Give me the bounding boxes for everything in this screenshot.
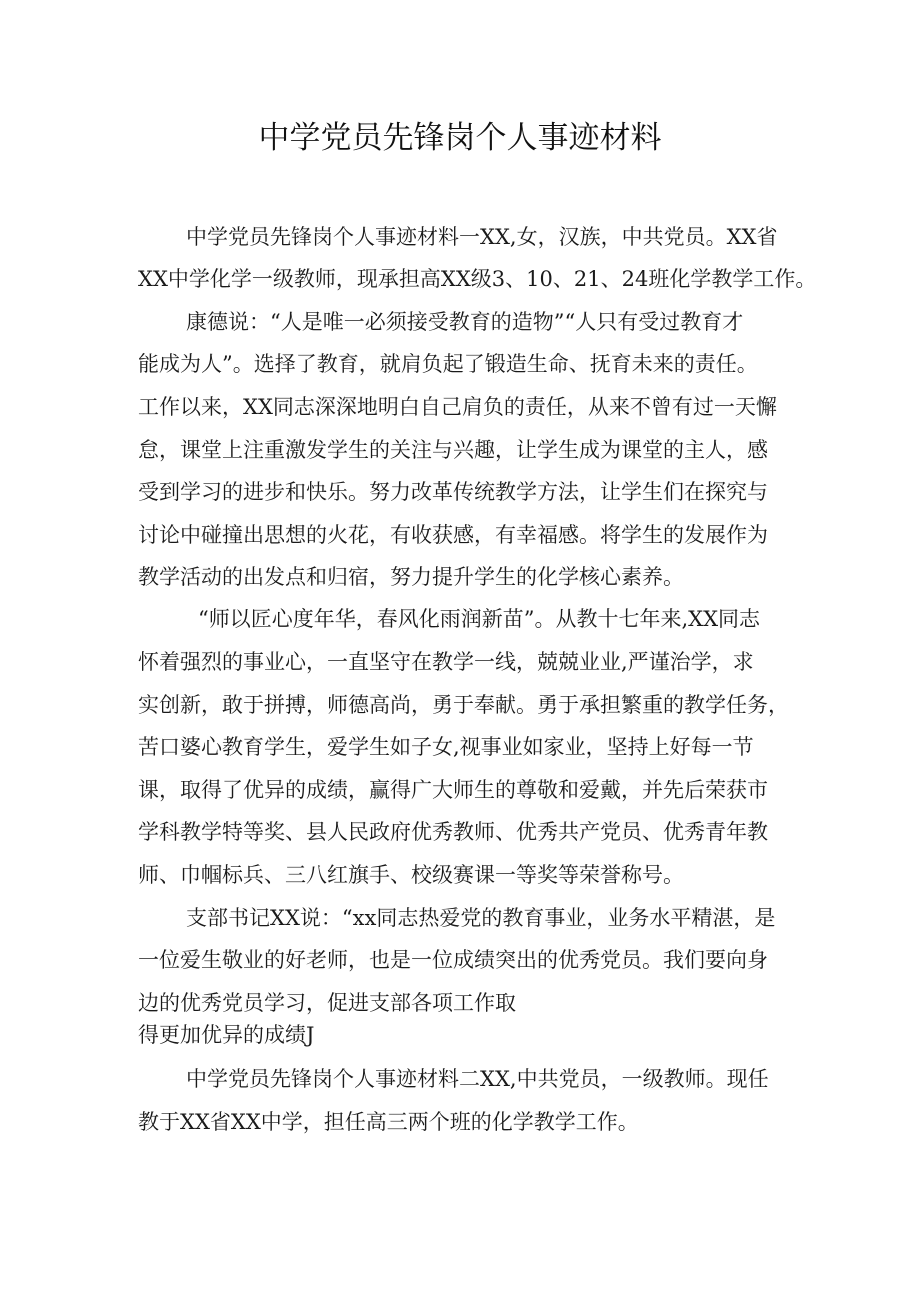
paragraph-line: 支部书记XX说：“xx同志热爱党的教育事业，业务水平精湛，是	[186, 906, 776, 930]
page-title: 中学党员先锋岗个人事迹材料	[258, 120, 662, 156]
paragraph-line: XX中学化学一级教师，现承担高XX级3、10、21、24班化学教学工作。	[138, 267, 817, 291]
paragraph-line: 得更加优异的成绩J	[138, 1023, 315, 1047]
paragraph-line: 实创新，敢于拼搏，师德高尚，勇于奉献。勇于承担繁重的教学任务，	[138, 693, 789, 717]
paragraph-line: 工作以来，XX同志深深地明白自己肩负的责任，从来不曾有过一天懈	[138, 395, 777, 419]
paragraph-line: 讨论中碰撞出思想的火花，有收获感，有幸福感。将学生的发展作为	[138, 523, 768, 547]
paragraph-line: 苦口婆心教育学生，爱学生如子女,视事业如家业，坚持上好每一节	[138, 735, 754, 759]
paragraph-line: 学科教学特等奖、县人民政府优秀教师、优秀共产党员、优秀青年教	[138, 820, 768, 844]
paragraph-line: 师、巾帼标兵、三八红旗手、校级赛课一等奖等荣誉称号。	[138, 863, 684, 887]
paragraph-line: 边的优秀党员学习，促进支部各项工作取	[138, 991, 516, 1015]
paragraph-line: 课，取得了优异的成绩，赢得广大师生的尊敬和爱戴，并先后荣获市	[138, 778, 768, 802]
paragraph-line: 怠，课堂上注重激发学生的关注与兴趣，让学生成为课堂的主人，感	[138, 438, 768, 462]
paragraph-line: 康德说：“人是唯一必须接受教育的造物”“人只有受过教育才	[186, 310, 744, 334]
paragraph-line: 一位爱生敬业的好老师，也是一位成绩突出的优秀党员。我们要向身	[138, 948, 768, 972]
paragraph-line: 中学党员先锋岗个人事迹材料一XX,女，汉族，中共党员。XX省	[186, 225, 778, 249]
paragraph-line: 中学党员先锋岗个人事迹材料二XX,中共党员，一级教师。现任	[186, 1067, 769, 1091]
paragraph-line: 能成为人”。选择了教育，就肩负起了锻造生命、抚育未来的责任。	[138, 352, 758, 376]
paragraph-line: 怀着强烈的事业心，一直坚守在教学一线，兢兢业业,严谨治学，求	[138, 650, 754, 674]
paragraph-line: 教学活动的出发点和归宿，努力提升学生的化学核心素养。	[138, 565, 684, 589]
paragraph-line: “师以匠心度年华，春风化雨润新苗”。从教十七年来,XX同志	[198, 607, 761, 631]
paragraph-line: 受到学习的进步和快乐。努力改革传统教学方法，让学生们在探究与	[138, 480, 768, 504]
paragraph-line: 教于XX省XX中学，担任高三两个班的化学教学工作。	[138, 1110, 639, 1134]
